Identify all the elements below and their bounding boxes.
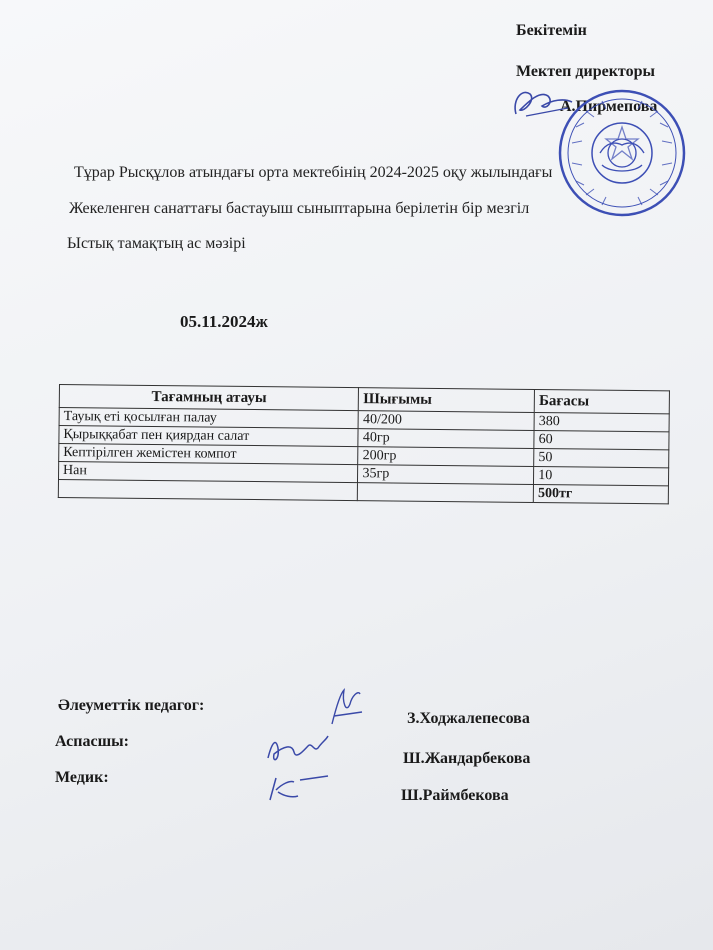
total-empty-cell	[58, 480, 358, 501]
dish-name: Қырыққабат пен қиярдан салат	[59, 426, 359, 447]
school-stamp	[556, 87, 688, 219]
dish-yield: 200гр	[358, 447, 534, 467]
header-yield: Шығымы	[359, 388, 535, 413]
dish-price: 10	[534, 466, 669, 485]
role-social-pedagogue: Әлеуметтік педагог:	[58, 697, 205, 714]
dish-price: 380	[534, 412, 669, 431]
dish-name: Кептірілген жемістен компот	[59, 444, 359, 465]
social-pedagogue-signature	[322, 684, 370, 734]
dish-price: 50	[534, 448, 669, 467]
dish-yield: 40/200	[358, 411, 534, 431]
cook-signature	[262, 728, 332, 772]
name-cook: Ш.Жандарбекова	[403, 750, 531, 767]
name-social-pedagogue: З.Ходжалепесова	[407, 710, 530, 727]
approval-director-name: А.Пирмепова	[560, 98, 658, 115]
role-medic: Медик:	[55, 769, 109, 786]
total-price: 500тг	[533, 484, 668, 503]
role-cook: Аспасшы:	[55, 733, 129, 750]
dish-name: Нан	[58, 462, 358, 483]
title-line-3: Ыстық тамақтың ас мәзірі	[67, 235, 246, 252]
dish-yield: 40гр	[358, 429, 534, 449]
title-line-2: Жекеленген санаттағы бастауыш сыныптарына берілетін бір мезгіл	[69, 200, 530, 217]
approval-heading: Бекітемін	[516, 22, 587, 39]
name-medic: Ш.Раймбекова	[401, 787, 509, 804]
menu-table	[58, 384, 670, 504]
title-line-1: Тұрар Рысқұлов атындағы орта мектебінің 2024-2025 оқу жылындағы	[74, 164, 553, 181]
dish-name: Тауық еті қосылған палау	[59, 408, 359, 429]
bleed-through-text: ​	[164, 118, 166, 134]
menu-date: 05.11.2024ж	[180, 312, 268, 331]
dish-price: 60	[534, 430, 669, 449]
header-price: Бағасы	[534, 389, 669, 413]
approval-position: Мектеп директоры	[516, 63, 655, 80]
medic-signature	[262, 770, 334, 806]
total-empty-cell	[358, 483, 534, 503]
dish-yield: 35гр	[358, 465, 534, 485]
header-dish-name: Тағамның атауы	[59, 385, 359, 411]
